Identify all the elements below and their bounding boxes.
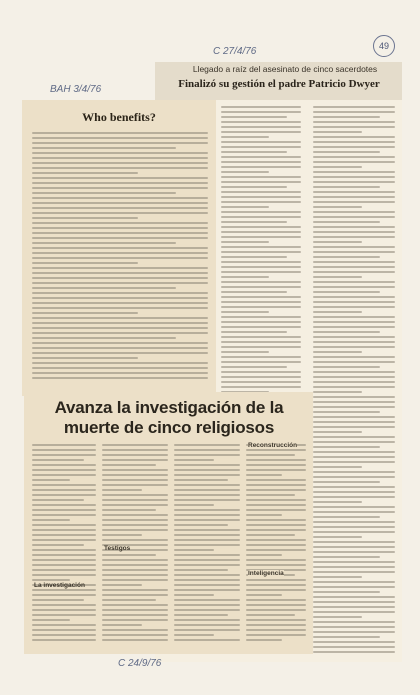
clipping-dwyer-kicker: Llegado a raíz del asesinato de cinco sacerdotes bbox=[192, 64, 378, 74]
clipping-avanza-subhead-3: Reconstrucción bbox=[248, 442, 298, 449]
clipping-avanza-headline-line1: Avanza la investigación de la bbox=[54, 398, 284, 417]
clipping-avanza-headline-line2: muerte de cinco religiosos bbox=[63, 418, 275, 437]
clipping-avanza-subhead-1: La investigación bbox=[34, 582, 85, 589]
clipping-dwyer-column-1 bbox=[221, 106, 301, 406]
clipping-avanza-column-3 bbox=[174, 444, 240, 648]
archive-reference-annotation: BAH 3/4/76 bbox=[50, 84, 102, 95]
clipping-avanza-subhead-4: Inteligencia bbox=[248, 570, 284, 577]
clipping-avanza-column-4 bbox=[246, 444, 306, 648]
clipping-avanza-column-1 bbox=[32, 444, 96, 648]
clipping-who-benefits bbox=[22, 100, 216, 396]
clipping-avanza-investigacion bbox=[24, 392, 313, 654]
clipping-who-benefits-body bbox=[32, 132, 208, 388]
clipping-avanza-subhead-2: Testigos bbox=[104, 545, 131, 552]
clipping-dwyer-headline: Finalizó su gestión el padre Patricio Dwyer bbox=[178, 78, 380, 90]
clipping-dwyer-column-2 bbox=[313, 106, 395, 654]
date-annotation-bottom: C 24/9/76 bbox=[118, 658, 162, 669]
clipping-avanza-headline bbox=[30, 398, 308, 438]
page-number-circle: 49 bbox=[373, 35, 395, 57]
date-annotation-top: C 27/4/76 bbox=[213, 46, 257, 57]
clipping-who-benefits-title: Who benefits? bbox=[82, 110, 156, 124]
